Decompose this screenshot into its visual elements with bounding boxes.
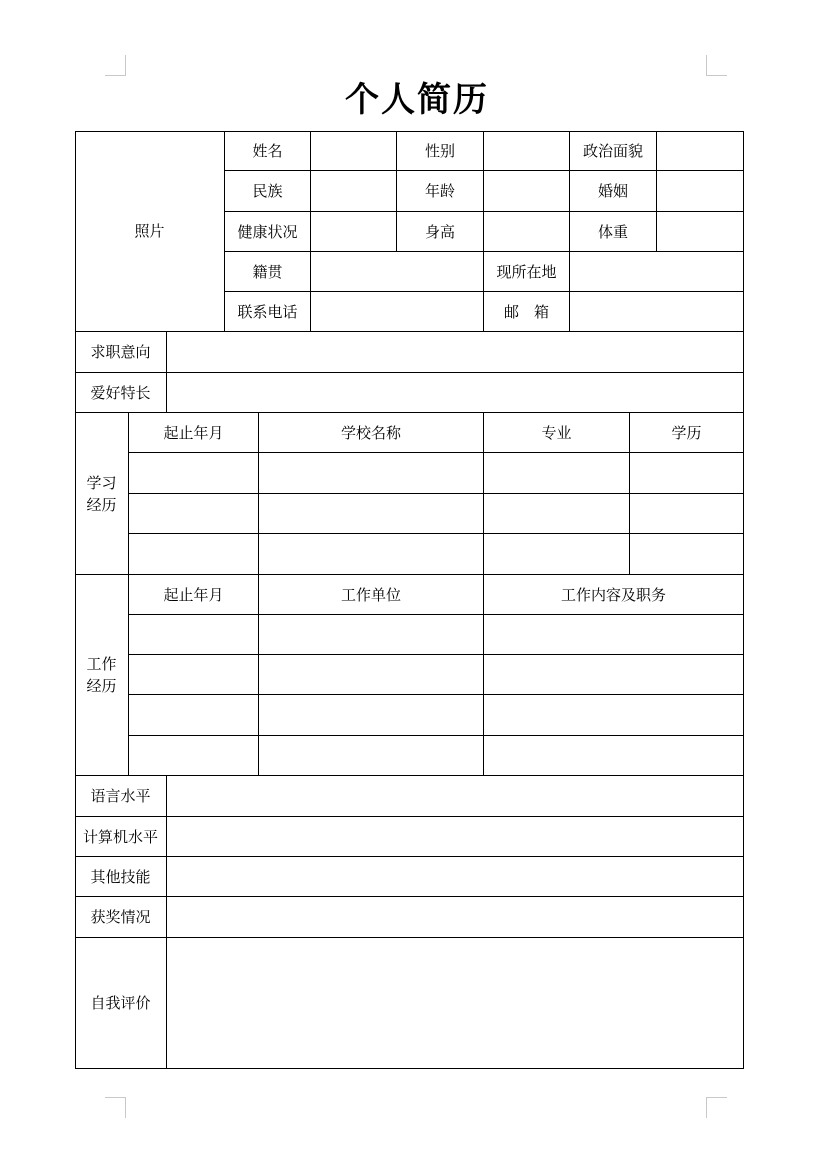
- weight-label: 体重: [570, 212, 657, 252]
- work-employer-cell[interactable]: [259, 736, 484, 776]
- crop-mark-bottom-left: [105, 1097, 126, 1118]
- awards-field[interactable]: [167, 897, 744, 938]
- native-place-field[interactable]: [311, 252, 484, 292]
- job-intention-label: 求职意向: [75, 332, 167, 373]
- education-period-cell[interactable]: [129, 453, 259, 494]
- health-label: 健康状况: [225, 212, 311, 252]
- phone-label: 联系电话: [225, 292, 311, 332]
- computer-field[interactable]: [167, 817, 744, 857]
- work-employer-cell[interactable]: [259, 655, 484, 695]
- work-duties-cell[interactable]: [484, 736, 744, 776]
- political-status-label: 政治面貌: [570, 131, 657, 171]
- education-header-period: 起止年月: [129, 413, 259, 453]
- education-section-label: 学习 经历: [75, 413, 129, 575]
- work-duties-cell[interactable]: [484, 695, 744, 736]
- work-header-period: 起止年月: [129, 575, 259, 615]
- language-label: 语言水平: [75, 776, 167, 817]
- crop-mark-bottom-right: [706, 1097, 727, 1118]
- computer-label: 计算机水平: [75, 817, 167, 857]
- height-field[interactable]: [484, 212, 570, 252]
- weight-field[interactable]: [657, 212, 744, 252]
- photo-cell[interactable]: 照片: [75, 131, 225, 332]
- language-field[interactable]: [167, 776, 744, 817]
- resume-form: [75, 131, 744, 1069]
- education-school-cell[interactable]: [259, 534, 484, 575]
- work-header-duties: 工作内容及职务: [484, 575, 744, 615]
- height-label: 身高: [397, 212, 484, 252]
- self-evaluation-label: 自我评价: [75, 938, 167, 1069]
- marital-status-field[interactable]: [657, 171, 744, 212]
- education-degree-cell[interactable]: [630, 453, 744, 494]
- work-period-cell[interactable]: [129, 736, 259, 776]
- work-employer-cell[interactable]: [259, 615, 484, 655]
- current-location-field[interactable]: [570, 252, 744, 292]
- work-period-cell[interactable]: [129, 695, 259, 736]
- name-label: 姓名: [225, 131, 311, 171]
- email-field[interactable]: [570, 292, 744, 332]
- education-major-cell[interactable]: [484, 494, 630, 534]
- other-skills-field[interactable]: [167, 857, 744, 897]
- health-field[interactable]: [311, 212, 397, 252]
- education-major-cell[interactable]: [484, 453, 630, 494]
- page-title: 个人简历: [345, 80, 489, 120]
- work-section-label: 工作 经历: [75, 575, 129, 776]
- education-major-cell[interactable]: [484, 534, 630, 575]
- other-skills-label: 其他技能: [75, 857, 167, 897]
- name-field[interactable]: [311, 131, 397, 171]
- age-label: 年龄: [397, 171, 484, 212]
- gender-label: 性别: [397, 131, 484, 171]
- awards-label: 获奖情况: [75, 897, 167, 938]
- gender-field[interactable]: [484, 131, 570, 171]
- work-period-cell[interactable]: [129, 615, 259, 655]
- education-header-school: 学校名称: [259, 413, 484, 453]
- education-header-major: 专业: [484, 413, 630, 453]
- education-school-cell[interactable]: [259, 453, 484, 494]
- education-school-cell[interactable]: [259, 494, 484, 534]
- phone-field[interactable]: [311, 292, 484, 332]
- age-field[interactable]: [484, 171, 570, 212]
- email-label: 邮 箱: [484, 292, 570, 332]
- education-period-cell[interactable]: [129, 534, 259, 575]
- education-period-cell[interactable]: [129, 494, 259, 534]
- political-status-field[interactable]: [657, 131, 744, 171]
- hobbies-label: 爱好特长: [75, 373, 167, 413]
- work-employer-cell[interactable]: [259, 695, 484, 736]
- education-degree-cell[interactable]: [630, 534, 744, 575]
- work-period-cell[interactable]: [129, 655, 259, 695]
- work-duties-cell[interactable]: [484, 655, 744, 695]
- job-intention-field[interactable]: [167, 332, 744, 373]
- education-header-degree: 学历: [630, 413, 744, 453]
- current-location-label: 现所在地: [484, 252, 570, 292]
- hobbies-field[interactable]: [167, 373, 744, 413]
- marital-status-label: 婚姻: [570, 171, 657, 212]
- work-header-employer: 工作单位: [259, 575, 484, 615]
- work-duties-cell[interactable]: [484, 615, 744, 655]
- self-evaluation-field[interactable]: [167, 938, 744, 1069]
- ethnicity-field[interactable]: [311, 171, 397, 212]
- native-place-label: 籍贯: [225, 252, 311, 292]
- education-degree-cell[interactable]: [630, 494, 744, 534]
- ethnicity-label: 民族: [225, 171, 311, 212]
